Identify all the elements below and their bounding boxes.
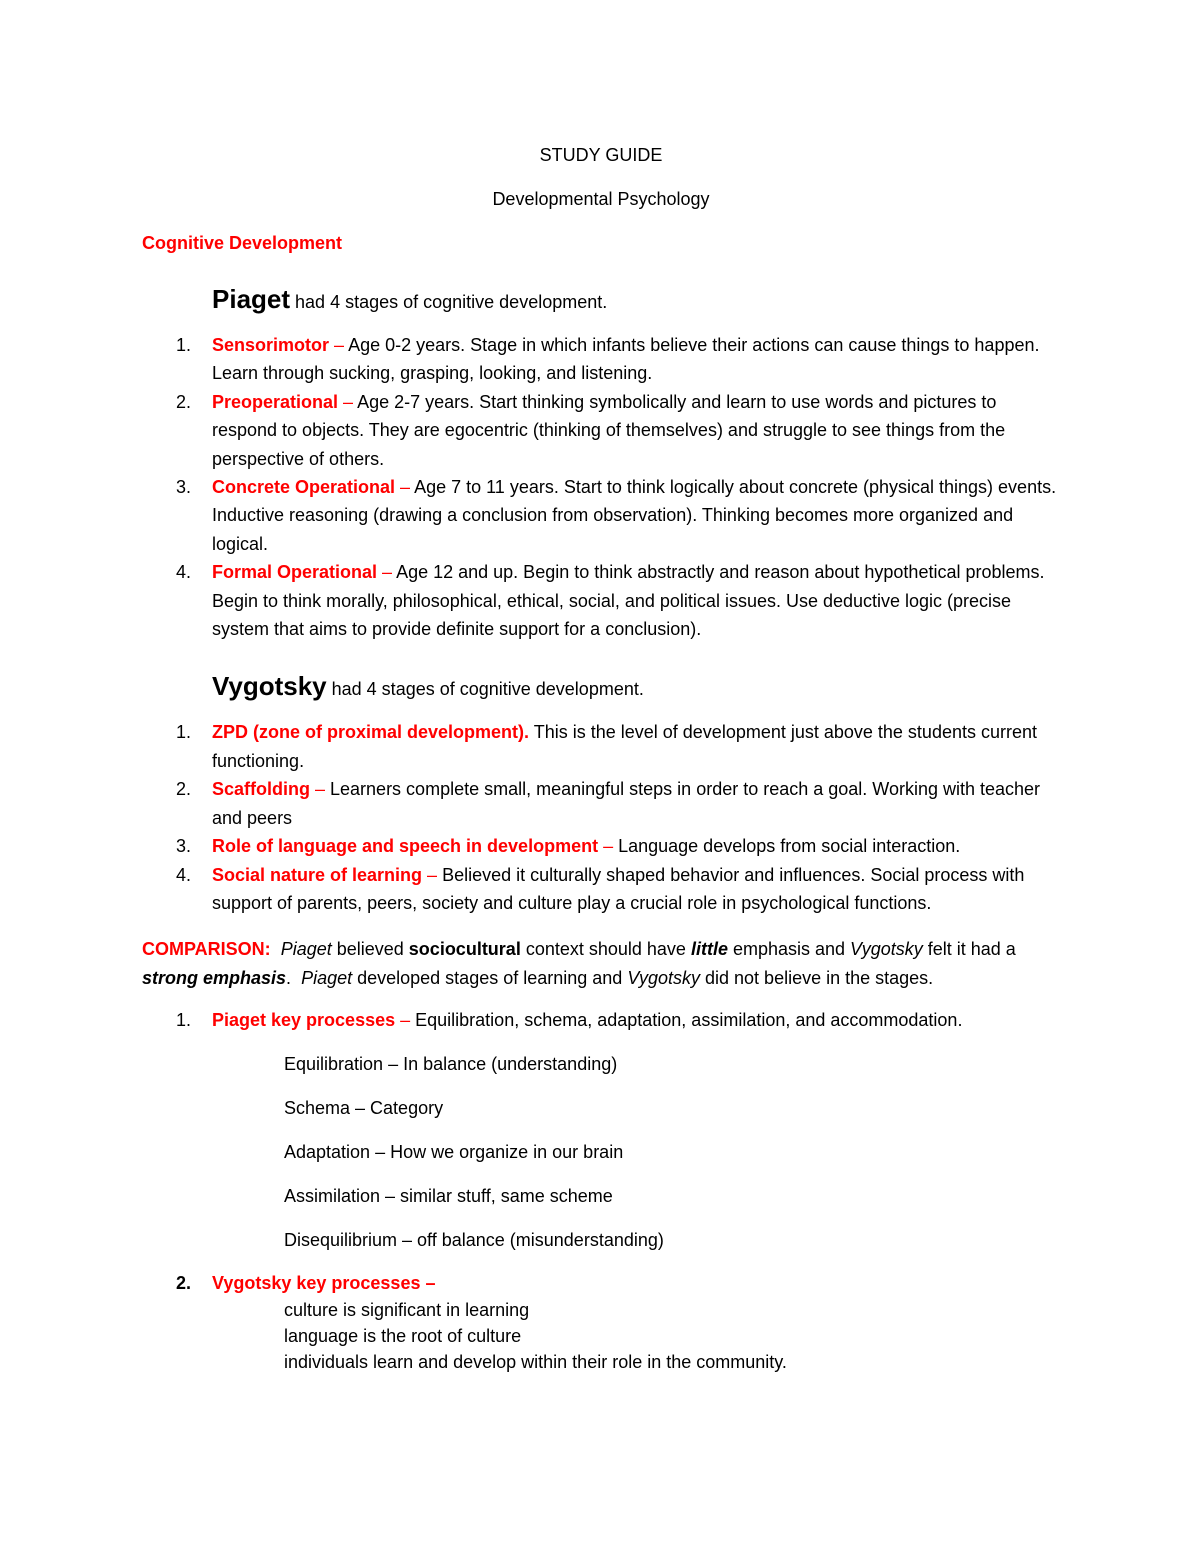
list-number: 3. [176, 836, 192, 857]
comparison-text: felt it had a [922, 939, 1016, 960]
comparison-text: developed stages of learning and [352, 967, 628, 988]
list-number: 1. [176, 722, 192, 743]
list-item: culture is significant in learning [284, 1299, 530, 1320]
vygotsky-processes-list [142, 1269, 1060, 1297]
piaget-name: Piaget [212, 284, 291, 314]
process-text: Equilibration, schema, adaptation, assimilation, and accommodation. [415, 1010, 963, 1031]
list-number: 2. [176, 1272, 192, 1293]
list-item [176, 718, 1060, 775]
list-item: individuals learn and develop within their role in the community. [284, 1351, 787, 1372]
stage-dash: – [598, 836, 619, 857]
vygotsky-name: Vygotsky [212, 671, 327, 702]
process-dash: – [395, 1010, 416, 1031]
vygotsky-ref: Vygotsky [627, 967, 701, 988]
list-number: 3. [176, 477, 192, 498]
stage-dash: – [338, 391, 358, 412]
list-number: 2. [176, 779, 192, 800]
list-item [176, 388, 1060, 473]
stage-text: Age 7 to 11 years. Start to think logically about concrete (physical things) events. Inductive reasoning (drawing a conclusion from observation). Thinking becomes more organized and logical. [212, 477, 1057, 554]
stage-term: Formal Operational [212, 562, 378, 583]
stage-term: Social nature of learning [212, 864, 423, 885]
list-item [176, 1269, 1060, 1297]
piaget-intro [212, 282, 1060, 319]
stage-dash: – [377, 562, 397, 583]
document-subtitle: Developmental Psychology [492, 189, 710, 209]
definition-item: Schema – Category [284, 1097, 444, 1118]
definition-item: Adaptation – How we organize in our brain [284, 1141, 624, 1162]
stage-dash: – [310, 779, 331, 800]
comparison-paragraph [142, 935, 1060, 992]
stage-term: Preoperational [212, 391, 339, 412]
sociocultural-term: sociocultural [408, 939, 521, 960]
stage-dash: – [422, 864, 443, 885]
process-term: Vygotsky key processes – [212, 1272, 436, 1293]
comparison-label: COMPARISON: [142, 939, 271, 960]
document-title: STUDY GUIDE [539, 145, 663, 165]
stage-text: Language develops from social interaction. [618, 836, 961, 857]
stage-text: This is the level of development just above the students current functioning. [212, 722, 1037, 771]
strong-emphasis-term: strong emphasis [142, 967, 287, 988]
definition-item: Disequilibrium – off balance (misunderstanding) [284, 1229, 664, 1250]
vygotsky-intro [212, 669, 1060, 706]
list-item [176, 473, 1060, 558]
list-number: 1. [176, 1010, 192, 1031]
vygotsky-ref: Vygotsky [850, 939, 923, 960]
list-item [176, 775, 1060, 832]
comparison-text: context should have [520, 939, 691, 960]
stage-term: Scaffolding [212, 779, 310, 800]
stage-text: Learners complete small, meaningful steps in order to reach a goal. Working with teacher and peers [212, 779, 1041, 828]
list-item [176, 331, 1060, 388]
stage-term: ZPD (zone of proximal development). [212, 722, 530, 743]
stage-term: Concrete Operational [212, 477, 396, 498]
section-heading: Cognitive Development [142, 233, 343, 253]
piaget-ref: Piaget [301, 967, 353, 988]
list-number: 1. [176, 335, 192, 355]
key-processes-list [142, 1006, 1060, 1034]
comparison-text: believed [331, 939, 409, 960]
stage-term: Role of language and speech in development [212, 836, 599, 857]
process-term: Piaget key processes [212, 1010, 396, 1031]
piaget-stages-list [142, 331, 1060, 643]
stage-dash: – [329, 335, 349, 355]
list-item [176, 861, 1060, 918]
stage-text: Believed it culturally shaped behavior and influences. Social process with support of parents, peers, society and culture play a crucial role in psychological functions. [212, 864, 1025, 913]
stage-text: Age 0-2 years. Stage in which infants believe their actions can cause things to happen. Learn through sucking, grasping, looking, and listening. [212, 335, 1040, 384]
piaget-intro-text: had 4 stages of cognitive development. [290, 292, 608, 312]
comparison-text: did not believe in the stages. [700, 967, 934, 988]
piaget-ref: Piaget [280, 939, 332, 960]
stage-text: Age 12 and up. Begin to think abstractly and reason about hypothetical problems. Begin to think morally, philosophical, ethical, social, and political issues. Use deductive logic (precise system that aims to provide definite support for a conclusion). [212, 562, 1045, 640]
list-number: 4. [176, 864, 192, 885]
vygotsky-stages-list [142, 718, 1060, 917]
list-item [176, 558, 1060, 643]
little-term: little [690, 939, 728, 960]
stage-term: Sensorimotor [212, 335, 330, 355]
stage-dash: – [395, 477, 415, 498]
list-number: 2. [176, 391, 192, 412]
list-item: language is the root of culture [284, 1325, 522, 1346]
comparison-text: . [286, 967, 302, 988]
vygotsky-processes-items [284, 1297, 1060, 1375]
piaget-definitions-list [284, 1051, 1060, 1253]
list-item [176, 1006, 1060, 1034]
stage-text: Age 2-7 years. Start thinking symbolically and learn to use words and pictures to respond to objects. They are egocentric (thinking of themselves) and struggle to see things from the perspective of others. [212, 391, 1006, 469]
list-item [176, 832, 1060, 860]
list-number: 4. [176, 562, 192, 583]
vygotsky-intro-text: had 4 stages of cognitive development. [326, 679, 644, 700]
comparison-text: emphasis and [727, 939, 851, 960]
definition-item: Assimilation – similar stuff, same scheme [284, 1185, 613, 1206]
definition-item: Equilibration – In balance (understanding) [284, 1053, 618, 1074]
